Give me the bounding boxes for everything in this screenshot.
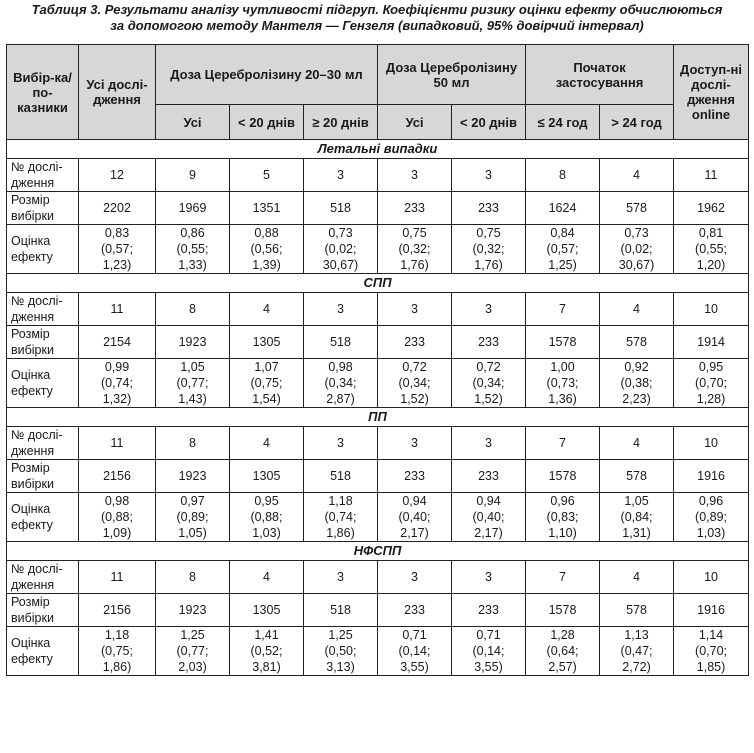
effect-line: 1,52) [474, 392, 503, 406]
table-cell: 11 [79, 561, 156, 594]
effect-line: 0,94 [402, 494, 427, 508]
table-cell: 1969 [156, 192, 230, 225]
row-n-studies [7, 159, 749, 192]
effect-line: 2,23) [622, 392, 651, 406]
effect-line: 0,97 [180, 494, 205, 508]
table-cell: 3 [378, 159, 452, 192]
effect-line: 0,72 [476, 360, 501, 374]
effect-line: 0,95 [254, 494, 279, 508]
effect-line: (0,89; [695, 510, 728, 524]
effect-line: (0,02; [324, 242, 357, 256]
effect-line: 0,71 [402, 628, 427, 642]
effect-line: 0,96 [698, 494, 724, 508]
table-cell: 4 [230, 427, 304, 460]
effect-line: 1,54) [252, 392, 281, 406]
section-row [7, 274, 749, 293]
effect-line: 0,98 [328, 360, 353, 374]
effect-line: (0,55; [695, 242, 728, 256]
subheader-all-50: Усі [378, 105, 452, 140]
effect-line: (0,70; [695, 644, 728, 658]
table-cell: 1916 [674, 460, 749, 493]
table-cell: 5 [230, 159, 304, 192]
table-cell: 1578 [526, 326, 600, 359]
effect-line: 1,25 [328, 628, 353, 642]
row-sample-size [7, 326, 749, 359]
effect-line: 1,86) [102, 660, 132, 674]
effect-line: 1,05 [180, 360, 205, 374]
effect-line: 1,31) [622, 526, 651, 540]
table-cell: 1305 [230, 594, 304, 627]
table-cell: 10 [674, 293, 749, 326]
row-sample-size [7, 460, 749, 493]
table-cell: 1962 [674, 192, 749, 225]
header-online: Доступ-ні дослі-дження online [674, 45, 749, 140]
table-cell: 233 [452, 192, 526, 225]
subheader-le24h: ≤ 24 год [526, 105, 600, 140]
table-cell [156, 225, 230, 274]
effect-line: 0,75 [476, 226, 501, 240]
subheader-all-20-30: Усі [156, 105, 230, 140]
row-label: Розмір вибірки [7, 192, 79, 225]
effect-line: 0,73 [328, 226, 353, 240]
table-cell: 3 [378, 427, 452, 460]
section-title: НФСПП [7, 542, 749, 561]
effect-line: 1,39) [252, 258, 281, 272]
table-cell: 578 [600, 594, 674, 627]
table-cell [230, 493, 304, 542]
table-cell [600, 225, 674, 274]
table-cell: 8 [156, 561, 230, 594]
effect-line: 0,92 [624, 360, 649, 374]
table-cell: 8 [156, 427, 230, 460]
effect-line: 1,20) [696, 258, 726, 272]
effect-line: 1,25 [180, 628, 205, 642]
row-label: Розмір вибірки [7, 594, 79, 627]
table-cell [452, 493, 526, 542]
table-cell: 11 [79, 293, 156, 326]
effect-line: 1,05 [624, 494, 649, 508]
table-cell [156, 359, 230, 408]
effect-line: (0,32; [472, 242, 505, 256]
table-cell: 1305 [230, 326, 304, 359]
table-cell [304, 493, 378, 542]
table-cell: 1916 [674, 594, 749, 627]
effect-line: 30,67) [322, 258, 359, 272]
table-cell [79, 493, 156, 542]
section-title: ПП [7, 408, 749, 427]
row-label: № дослі-дження [7, 159, 79, 192]
table-cell [304, 627, 378, 676]
effect-line: 0,86 [180, 226, 205, 240]
subheader-lt20-50: < 20 днів [452, 105, 526, 140]
effect-line: (0,75; [101, 644, 133, 658]
effect-line: (0,56; [250, 242, 283, 256]
table-cell: 1624 [526, 192, 600, 225]
effect-line: 0,72 [402, 360, 427, 374]
table-cell: 9 [156, 159, 230, 192]
table-cell [304, 225, 378, 274]
row-label: Розмір вибірки [7, 326, 79, 359]
effect-line: 1,28 [550, 628, 575, 642]
row-effect [7, 493, 749, 542]
subheader-lt20-20-30: < 20 днів [230, 105, 304, 140]
effect-line: (0,38; [620, 376, 653, 390]
table-body [7, 140, 749, 676]
effect-line: 0,83 [104, 226, 130, 240]
table-cell [230, 359, 304, 408]
table-cell: 233 [452, 594, 526, 627]
effect-line: 1,28) [696, 392, 726, 406]
effect-line: (0,64; [546, 644, 579, 658]
effect-line: (0,02; [620, 242, 653, 256]
effect-line: 0,73 [624, 226, 649, 240]
table-cell: 1923 [156, 594, 230, 627]
table-cell: 3 [452, 427, 526, 460]
table-cell: 233 [452, 326, 526, 359]
row-effect [7, 225, 749, 274]
effect-line: 2,87) [326, 392, 355, 406]
effect-line: 1,52) [400, 392, 429, 406]
table-cell [452, 225, 526, 274]
table-cell [452, 627, 526, 676]
header-start: Початок застосування [526, 45, 674, 105]
table-cell: 1305 [230, 460, 304, 493]
effect-line: 1,25) [548, 258, 577, 272]
effect-line: 0,71 [476, 628, 501, 642]
caption-line-2: за допомогою методу Мантеля — Гензеля (випадковий, 95% довірчий інтервал) [110, 18, 644, 33]
effect-line: 2,03) [178, 660, 207, 674]
effect-line: 1,10) [548, 526, 577, 540]
effect-line: 1,14 [698, 628, 724, 642]
table-cell: 233 [378, 192, 452, 225]
effect-line: (0,57; [101, 242, 133, 256]
effect-line: (0,50; [324, 644, 357, 658]
table-cell: 11 [79, 427, 156, 460]
header-dose-50: Доза Церебролізину 50 мл [378, 45, 526, 105]
effect-line: 0,81 [698, 226, 724, 240]
table-cell: 2156 [79, 460, 156, 493]
effect-line: 1,32) [102, 392, 132, 406]
table-cell: 10 [674, 427, 749, 460]
table-cell: 518 [304, 192, 378, 225]
results-table [6, 44, 749, 676]
effect-line: 0,99 [104, 360, 130, 374]
table-cell: 4 [600, 159, 674, 192]
effect-line: 1,43) [178, 392, 207, 406]
effect-line: (0,34; [398, 376, 431, 390]
table-cell [600, 359, 674, 408]
table-cell: 8 [526, 159, 600, 192]
table-cell: 1914 [674, 326, 749, 359]
table-caption [6, 2, 748, 34]
row-label: Оцінка ефекту [7, 627, 79, 676]
effect-line: (0,14; [398, 644, 431, 658]
row-label: № дослі-дження [7, 427, 79, 460]
effect-line: (0,73; [546, 376, 579, 390]
table-cell [156, 493, 230, 542]
table-cell: 7 [526, 293, 600, 326]
table-cell: 2156 [79, 594, 156, 627]
table-cell: 233 [378, 460, 452, 493]
subheader-gt24h: > 24 год [600, 105, 674, 140]
table-cell [230, 627, 304, 676]
table-cell: 233 [452, 460, 526, 493]
table-cell: 2154 [79, 326, 156, 359]
header-sample-indicators: Вибір-ка/по-казники [7, 45, 79, 140]
subheader-ge20-20-30: ≥ 20 днів [304, 105, 378, 140]
table-cell: 3 [378, 561, 452, 594]
effect-line: 1,36) [548, 392, 577, 406]
table-cell: 4 [600, 293, 674, 326]
effect-line: 1,07 [254, 360, 279, 374]
effect-line: (0,77; [176, 376, 209, 390]
table-cell: 7 [526, 427, 600, 460]
effect-line: (0,14; [472, 644, 505, 658]
table-cell: 1578 [526, 460, 600, 493]
table-cell [674, 493, 749, 542]
row-label: Оцінка ефекту [7, 493, 79, 542]
effect-line: 0,96 [550, 494, 575, 508]
effect-line: 3,81) [252, 660, 281, 674]
effect-line: (0,70; [695, 376, 728, 390]
table-cell: 3 [304, 159, 378, 192]
row-effect [7, 627, 749, 676]
table-cell [304, 359, 378, 408]
table-cell [526, 493, 600, 542]
effect-line: (0,55; [176, 242, 209, 256]
row-label: № дослі-дження [7, 561, 79, 594]
effect-line: (0,52; [250, 644, 283, 658]
effect-line: 1,86) [326, 526, 355, 540]
header-all-studies: Усі дослі-дження [79, 45, 156, 140]
effect-line: 1,85) [696, 660, 726, 674]
effect-line: 1,00 [550, 360, 575, 374]
row-n-studies [7, 293, 749, 326]
table-cell [378, 627, 452, 676]
table-cell: 1351 [230, 192, 304, 225]
effect-line: 0,84 [550, 226, 575, 240]
table-cell: 7 [526, 561, 600, 594]
row-label: Оцінка ефекту [7, 225, 79, 274]
table-cell: 3 [304, 427, 378, 460]
table-cell: 578 [600, 460, 674, 493]
effect-line: 2,17) [474, 526, 503, 540]
table-cell [600, 627, 674, 676]
section-title: СПП [7, 274, 749, 293]
table-cell: 518 [304, 594, 378, 627]
table-cell: 4 [230, 293, 304, 326]
table-cell [526, 225, 600, 274]
effect-line: (0,47; [620, 644, 653, 658]
row-sample-size [7, 594, 749, 627]
effect-line: 2,72) [622, 660, 651, 674]
effect-line: (0,89; [176, 510, 209, 524]
table-cell [79, 627, 156, 676]
table-cell [452, 359, 526, 408]
table-cell: 10 [674, 561, 749, 594]
row-label: Оцінка ефекту [7, 359, 79, 408]
section-title: Летальні випадки [7, 140, 749, 159]
section-row [7, 408, 749, 427]
row-label: Розмір вибірки [7, 460, 79, 493]
effect-line: (0,74; [101, 376, 133, 390]
table-cell [600, 493, 674, 542]
effect-line: (0,74; [324, 510, 357, 524]
table-cell [674, 627, 749, 676]
table-cell: 1923 [156, 460, 230, 493]
effect-line: 0,88 [254, 226, 279, 240]
table-cell: 3 [304, 293, 378, 326]
table-cell: 3 [378, 293, 452, 326]
effect-line: (0,77; [176, 644, 209, 658]
row-sample-size [7, 192, 749, 225]
table-cell: 11 [674, 159, 749, 192]
section-row [7, 140, 749, 159]
effect-line: 30,67) [618, 258, 655, 272]
table-cell: 4 [600, 561, 674, 594]
table-cell [378, 359, 452, 408]
effect-line: 2,57) [548, 660, 577, 674]
section-row [7, 542, 749, 561]
effect-line: 0,95 [698, 360, 724, 374]
table-cell: 1578 [526, 594, 600, 627]
table-cell: 4 [600, 427, 674, 460]
effect-line: (0,34; [472, 376, 505, 390]
effect-line: 1,23) [102, 258, 132, 272]
row-n-studies [7, 561, 749, 594]
effect-line: 1,05) [178, 526, 207, 540]
table-cell: 8 [156, 293, 230, 326]
table-cell: 518 [304, 326, 378, 359]
header-dose-20-30: Доза Церебролізину 20–30 мл [156, 45, 378, 105]
effect-line: 0,94 [476, 494, 501, 508]
effect-line: 1,03) [252, 526, 281, 540]
caption-line-1: Таблиця 3. Результати аналізу чутливості підгруп. Коефіцієнти ризику оцінки ефекту обчислюються [31, 2, 723, 17]
table-cell [79, 225, 156, 274]
effect-line: (0,88; [101, 510, 133, 524]
table-cell: 12 [79, 159, 156, 192]
effect-line: (0,83; [546, 510, 579, 524]
effect-line: 3,55) [400, 660, 429, 674]
effect-line: (0,57; [546, 242, 579, 256]
table-cell [378, 225, 452, 274]
effect-line: (0,40; [398, 510, 431, 524]
effect-line: 1,03) [696, 526, 726, 540]
effect-line: 0,75 [402, 226, 427, 240]
table-cell: 233 [378, 326, 452, 359]
effect-line: 1,33) [178, 258, 207, 272]
effect-line: 1,13 [624, 628, 649, 642]
effect-line: 3,13) [326, 660, 355, 674]
effect-line: 1,18 [104, 628, 130, 642]
effect-line: (0,32; [398, 242, 431, 256]
table-cell: 2202 [79, 192, 156, 225]
table-cell: 3 [452, 159, 526, 192]
effect-line: (0,40; [472, 510, 505, 524]
effect-line: 2,17) [400, 526, 429, 540]
table-cell: 3 [452, 561, 526, 594]
effect-line: (0,75; [250, 376, 283, 390]
table-cell [79, 359, 156, 408]
table-cell: 3 [304, 561, 378, 594]
table-cell [230, 225, 304, 274]
table-cell: 233 [378, 594, 452, 627]
table-cell: 1923 [156, 326, 230, 359]
effect-line: 1,76) [474, 258, 503, 272]
effect-line: (0,34; [324, 376, 357, 390]
row-label: № дослі-дження [7, 293, 79, 326]
row-n-studies [7, 427, 749, 460]
row-effect [7, 359, 749, 408]
table-cell: 4 [230, 561, 304, 594]
table-cell [378, 493, 452, 542]
effect-line: 0,98 [104, 494, 130, 508]
table-cell: 3 [452, 293, 526, 326]
effect-line: 1,41 [254, 628, 279, 642]
effect-line: 1,76) [400, 258, 429, 272]
table-cell [526, 627, 600, 676]
table-cell [156, 627, 230, 676]
table-cell [526, 359, 600, 408]
table-cell: 518 [304, 460, 378, 493]
effect-line: 3,55) [474, 660, 503, 674]
table-cell [674, 359, 749, 408]
effect-line: (0,88; [250, 510, 283, 524]
table-cell: 578 [600, 192, 674, 225]
effect-line: 1,18 [328, 494, 353, 508]
table-cell: 578 [600, 326, 674, 359]
effect-line: (0,84; [620, 510, 653, 524]
effect-line: 1,09) [102, 526, 132, 540]
table-cell [674, 225, 749, 274]
